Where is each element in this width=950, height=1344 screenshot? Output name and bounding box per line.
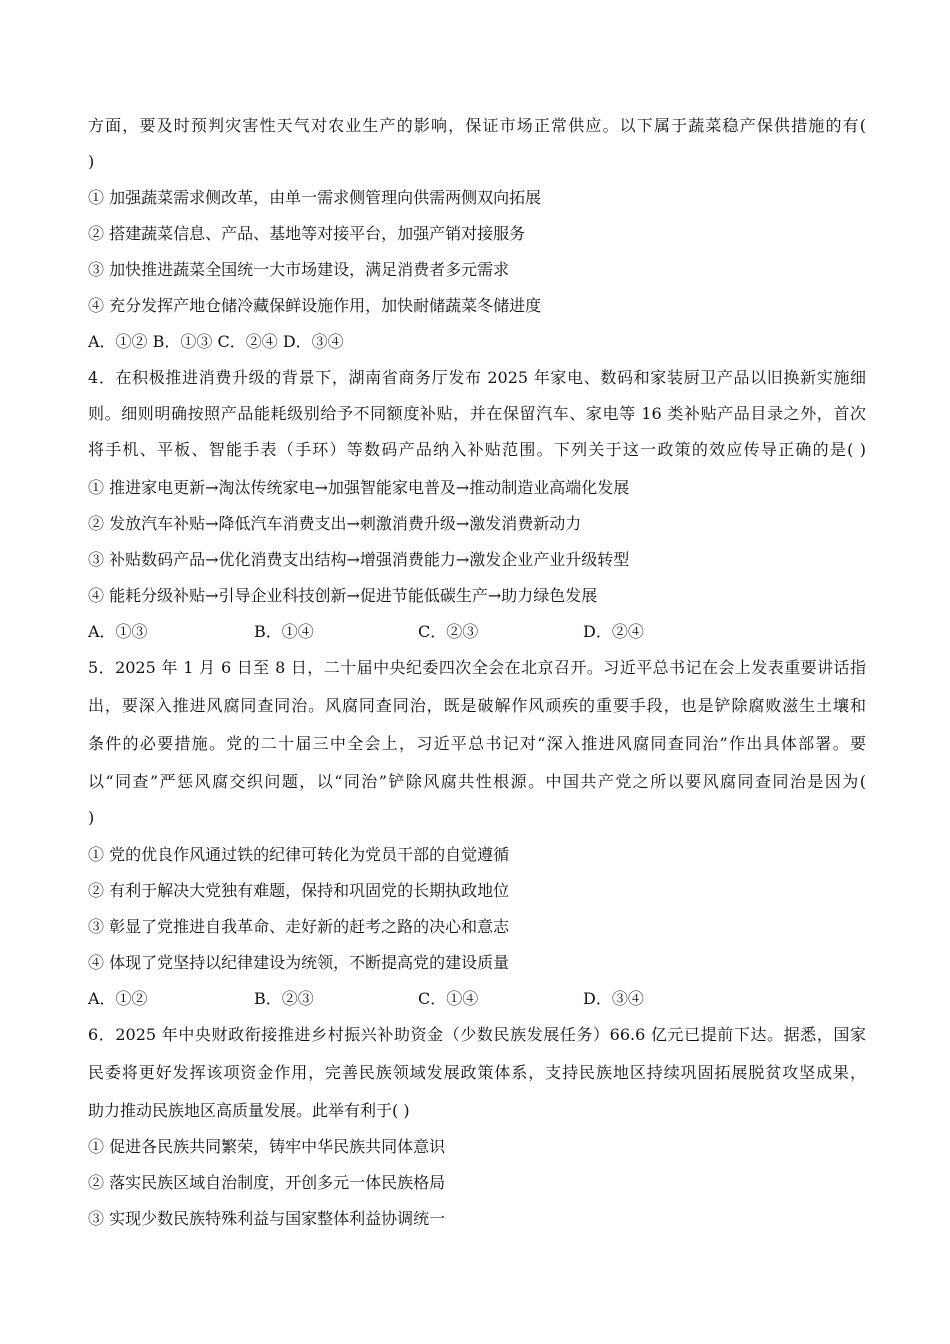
q4-stem-line-1: 4．在积极推进消费升级的背景下，湖南省商务厅发布 2025 年家电、数码和家装厨卫产品以旧换新实施细 [88, 368, 866, 387]
q3-item-1: ① 加强蔬菜需求侧改革，由单一需求侧管理向供需两侧双向拓展 [88, 188, 542, 207]
q5-option-a: A．①② [88, 989, 148, 1008]
q4-option-d: D．②④ [583, 622, 644, 641]
q4-option-c: C．②③ [418, 622, 479, 641]
q5-item-1: ① 党的优良作风通过铁的纪律可转化为党员干部的自觉遵循 [88, 845, 510, 864]
q3-item-4: ④ 充分发挥产地仓储冷藏保鲜设施作用，加快耐储蔬菜冬储进度 [88, 296, 542, 315]
q5-stem-line-2: 出，要深入推进风腐同查同治。风腐同查同治，既是破解作风顽疾的重要手段，也是铲除腐败滋生土壤和 [88, 696, 866, 715]
q5-stem-line-5: ) [88, 808, 95, 827]
q6-stem-line-1: 6．2025 年中央财政衔接推进乡村振兴补助资金（少数民族发展任务）66.6 亿元已提前下达。据悉，国家 [88, 1025, 866, 1044]
q5-item-3: ③ 彰显了党推进自我革命、走好新的赶考之路的决心和意志 [88, 917, 510, 936]
q5-option-d: D．③④ [583, 989, 644, 1008]
q6-stem-line-2: 民委将更好发挥该项资金作用，完善民族领域发展政策体系，支持民族地区持续巩固拓展脱贫攻坚成果， [88, 1063, 866, 1082]
q4-item-1: ① 推进家电更新→淘汰传统家电→加强智能家电普及→推动制造业高端化发展 [88, 478, 630, 497]
q5-item-2: ② 有利于解决大党独有难题，保持和巩固党的长期执政地位 [88, 881, 510, 900]
q4-option-a: A．①③ [88, 622, 148, 641]
q5-stem-line-1: 5．2025 年 1 月 6 日至 8 日，二十届中央纪委四次全会在北京召开。习近平总书记在会上发表重要讲话指 [88, 658, 866, 677]
q6-item-1: ① 促进各民族共同繁荣，铸牢中华民族共同体意识 [88, 1137, 446, 1156]
q6-item-2: ② 落实民族区域自治制度，开创多元一体民族格局 [88, 1173, 446, 1192]
q3-options: A．①② B．①③ C．②④ D．③④ [88, 332, 344, 351]
q4-options [88, 622, 866, 642]
q6-stem-line-3: 助力推动民族地区高质量发展。此举有利于( ) [88, 1101, 410, 1120]
q6-item-3: ③ 实现少数民族特殊利益与国家整体利益协调统一 [88, 1209, 446, 1228]
q5-option-c: C．①④ [418, 989, 479, 1008]
q4-item-2: ② 发放汽车补贴→降低汽车消费支出→刺激消费升级→激发消费新动力 [88, 514, 582, 533]
q3-item-3: ③ 加快推进蔬菜全国统一大市场建设，满足消费者多元需求 [88, 260, 510, 279]
q4-stem-line-2: 则。细则明确按照产品能耗级别给予不同额度补贴，并在保留汽车、家电等 16 类补贴产品目录之外，首次 [88, 404, 866, 423]
q3-stem-line-2: ) [88, 152, 95, 171]
q5-options [88, 989, 866, 1009]
q4-option-b: B．①④ [254, 622, 314, 641]
q5-item-4: ④ 体现了党坚持以纪律建设为统领，不断提高党的建设质量 [88, 953, 510, 972]
q5-stem-line-3: 条件的必要措施。党的二十届三中全会上，习近平总书记对“深入推进风腐同查同治”作出具体部署。要 [88, 734, 866, 753]
q5-stem-line-4: 以“同查”严惩风腐交织问题，以“同治”铲除风腐共性根源。中国共产党之所以要风腐同查同治是因为( [88, 772, 866, 791]
q3-stem-line-1: 方面，要及时预判灾害性天气对农业生产的影响，保证市场正常供应。以下属于蔬菜稳产保供措施的有( [88, 116, 866, 135]
q4-stem-line-3: 将手机、平板、智能手表（手环）等数码产品纳入补贴范围。下列关于这一政策的效应传导正确的是( ) [88, 440, 866, 459]
q4-item-4: ④ 能耗分级补贴→引导企业科技创新→促进节能低碳生产→助力绿色发展 [88, 586, 598, 605]
q4-item-3: ③ 补贴数码产品→优化消费支出结构→增强消费能力→激发企业产业升级转型 [88, 550, 630, 569]
q3-item-2: ② 搭建蔬菜信息、产品、基地等对接平台，加强产销对接服务 [88, 224, 526, 243]
q5-option-b: B．②③ [254, 989, 314, 1008]
